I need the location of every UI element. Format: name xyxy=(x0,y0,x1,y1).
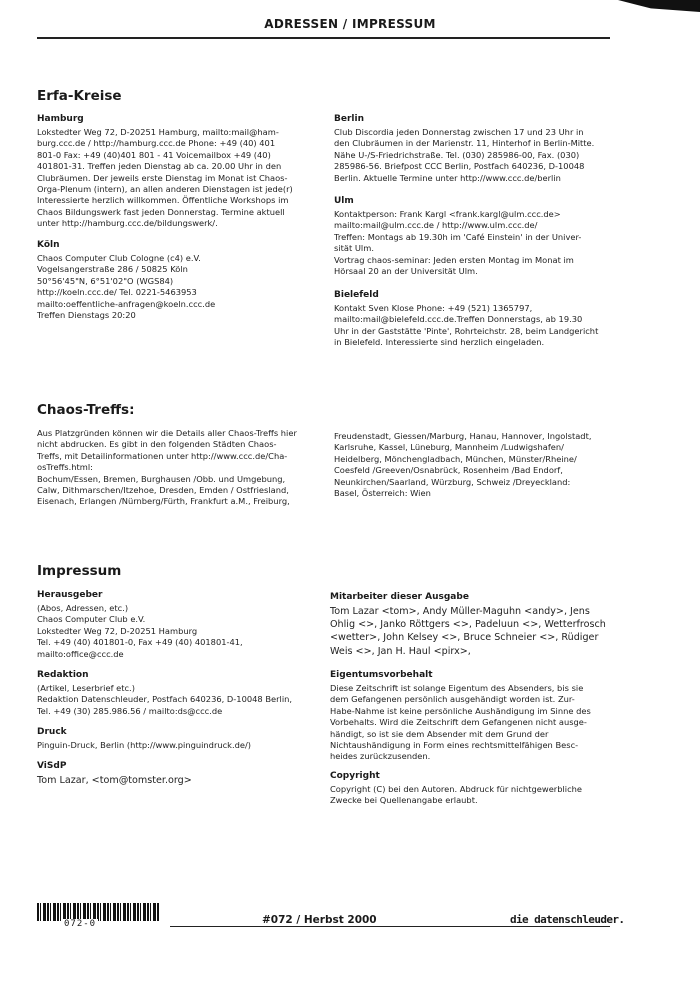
koeln-heading: Köln xyxy=(37,240,60,250)
ulm-text xyxy=(334,209,614,277)
koeln-line: Vogelsangerstraße 286 / 50825 Köln xyxy=(37,264,188,275)
redaktion-text xyxy=(37,683,322,717)
hamburg-text xyxy=(37,127,317,230)
redaktion-line: (Artikel, Leserbrief etc.) xyxy=(37,683,135,693)
eigentum-heading: Eigentumsvorbehalt xyxy=(330,670,433,680)
ulm-heading: Ulm xyxy=(334,196,354,206)
treffs-line: nicht abdrucken. Es gibt in den folgenden Städten Chaos- xyxy=(37,439,277,450)
treffs-line: Karlsruhe, Kassel, Lüneburg, Mannheim /Ludwigshafen/ xyxy=(334,442,564,453)
treffs-line: Neunkirchen/Saarland, Würzburg, Schweiz /Dreyeckland: xyxy=(334,476,571,487)
treffs-line: Bochum/Essen, Bremen, Burghausen /Obb. und Umgebung, xyxy=(37,473,286,484)
header-rule xyxy=(37,37,610,39)
treffs-left-text xyxy=(37,428,322,508)
treffs-line: osTreffs.html: xyxy=(37,462,93,473)
hamburg-line: 401801-31. Treffen jeden Dienstag ab ca. 20.00 Uhr in den xyxy=(37,161,282,172)
hamburg-line: Lokstedter Weg 72, D-20251 Hamburg, mailto:mail@ham- xyxy=(37,127,279,137)
berlin-line: den Clubräumen in der Marienstr. 11, Hinterhof in Berlin-Mitte. xyxy=(334,138,595,149)
herausgeber-line: Chaos Computer Club e.V. xyxy=(37,614,146,625)
bielefeld-heading: Bielefeld xyxy=(334,290,379,300)
treffs-line: Eisenach, Erlangen /Nürnberg/Fürth, Frankfurt a.M., Freiburg, xyxy=(37,496,290,507)
berlin-line: Nähe U-/S-Friedrichstraße. Tel. (030) 285986-00, Fax. (030) xyxy=(334,149,580,160)
druck-heading: Druck xyxy=(37,727,67,737)
erfa-ulm-block xyxy=(334,196,614,277)
hamburg-line: Clubräumen. Der jeweils erste Dienstag im Monat ist Chaos- xyxy=(37,172,288,183)
visdp-heading: ViSdP xyxy=(37,761,67,771)
herausgeber-line: Tel. +49 (40) 401801-0, Fax +49 (40) 401801-41, xyxy=(37,637,243,648)
eigentum-block xyxy=(330,670,620,763)
koeln-line: http://koeln.ccc.de/ Tel. 0221-5463953 xyxy=(37,287,197,298)
koeln-line: mailto:oeffentliche-anfragen@koeln.ccc.de xyxy=(37,298,216,309)
hamburg-heading: Hamburg xyxy=(37,114,84,124)
druck-text xyxy=(37,740,322,751)
copyright-heading: Copyright xyxy=(330,771,380,781)
druck-line: Pinguin-Druck, Berlin (http://www.pinguindruck.de/) xyxy=(37,740,252,750)
erfa-bielefeld-block xyxy=(334,290,614,349)
treffs-right-text xyxy=(334,431,619,499)
koeln-line: Chaos Computer Club Cologne (c4) e.V. xyxy=(37,253,201,263)
mitarbeiter-line: Ohlig <>, Janko Röttgers <>, Padeluun <>, Wetterfrosch xyxy=(330,619,606,631)
ulm-line: mailto:mail@ulm.ccc.de / http://www.ulm.ccc.de/ xyxy=(334,220,538,231)
eigentum-line: Habe-Nahme ist keine persönliche Aushändigung im Sinne des xyxy=(330,705,591,716)
berlin-line: Club Discordia jeden Donnerstag zwischen 17 und 23 Uhr in xyxy=(334,127,584,137)
page-header-title: ADRESSEN / IMPRESSUM xyxy=(264,17,436,31)
berlin-text xyxy=(334,127,614,184)
mitarbeiter-line: <wetter>, John Kelsey <>, Bruce Schneier <>, Rüdiger xyxy=(330,632,599,644)
erfa-berlin-block xyxy=(334,114,614,184)
redaktion-block xyxy=(37,670,322,717)
copyright-line: Zwecke bei Quellenangabe erlaubt. xyxy=(330,795,478,806)
eigentum-line: heides zurückzusenden. xyxy=(330,751,431,762)
bielefeld-text xyxy=(334,303,614,349)
eigentum-line: Vorbehalts. Wird die Zeitschrift dem Gefangenen nicht ausge- xyxy=(330,717,587,728)
corner-decoration xyxy=(618,0,700,12)
visdp-block xyxy=(37,761,322,787)
copyright-line: Copyright (C) bei den Autoren. Abdruck für nichtgewerbliche xyxy=(330,784,583,794)
impressum-title: Impressum xyxy=(37,563,122,579)
eigentum-line: dem Gefangenen persönlich ausgehändigt worden ist. Zur- xyxy=(330,694,575,705)
eigentum-line: Nichtaushändigung in Form eines rechtsmittelfähigen Besc- xyxy=(330,740,579,751)
mitarbeiter-block xyxy=(330,592,620,658)
mitarbeiter-text xyxy=(330,605,620,658)
visdp-line: Tom Lazar, <tom@tomster.org> xyxy=(37,775,192,786)
treffs-title: Chaos-Treffs: xyxy=(37,402,135,418)
koeln-line: 50°56'45"N, 6°51'02"O (WGS84) xyxy=(37,275,174,286)
treffs-line: Aus Platzgründen können wir die Details aller Chaos-Treffs hier xyxy=(37,428,297,438)
barcode xyxy=(37,903,160,921)
eigentum-text xyxy=(330,683,620,763)
berlin-line: 285986-56. Briefpost CCC Berlin, Postfach 640236, D-10048 xyxy=(334,161,585,172)
treffs-line: Treffs, mit Detailinformationen unter http://www.ccc.de/Cha- xyxy=(37,450,288,461)
treffs-line: Basel, Österreich: Wien xyxy=(334,488,431,499)
herausgeber-heading: Herausgeber xyxy=(37,590,103,600)
mitarbeiter-line: Tom Lazar <tom>, Andy Müller-Maguhn <andy>, Jens xyxy=(330,606,590,617)
treffs-line: Freudenstadt, Giessen/Marburg, Hanau, Hannover, Ingolstadt, xyxy=(334,431,592,441)
footer-issue: #072 / Herbst 2000 xyxy=(262,914,377,926)
bielefeld-line: Uhr in der Gaststätte 'Pinte', Rohrteichstr. 28, beim Landgericht xyxy=(334,325,599,336)
druck-block xyxy=(37,727,322,751)
eigentum-line: Diese Zeitschrift ist solange Eigentum des Absenders, bis sie xyxy=(330,683,584,693)
erfa-koeln-block xyxy=(37,240,317,321)
redaktion-line: Redaktion Datenschleuder, Postfach 640236, D-10048 Berlin, xyxy=(37,694,293,705)
visdp-text xyxy=(37,774,322,787)
footer-rule xyxy=(170,926,610,927)
redaktion-line: Tel. +49 (30) 285.986.56 / mailto:ds@ccc.de xyxy=(37,705,223,716)
herausgeber-text xyxy=(37,603,322,660)
herausgeber-line: mailto:office@ccc.de xyxy=(37,648,124,659)
koeln-line: Treffen Dienstags 20:20 xyxy=(37,310,136,321)
bielefeld-line: in Bielefeld. Interessierte sind herzlich eingeladen. xyxy=(334,337,545,348)
eigentum-line: händigt, so ist sie dem Absender mit dem Grund der xyxy=(330,728,549,739)
bielefeld-line: mailto:mail@bielefeld.ccc.de.Treffen Donnerstags, ab 19.30 xyxy=(334,314,583,325)
hamburg-line: Orga-Plenum (intern), an allen anderen Dienstagen ist jede(r) xyxy=(37,184,293,195)
treffs-line: Heidelberg, Mönchengladbach, München, Münster/Rheine/ xyxy=(334,453,577,464)
treffs-line: Calw, Dithmarschen/Itzehoe, Dresden, Emden / Ostfriesland, xyxy=(37,485,289,496)
copyright-text xyxy=(330,784,620,807)
treffs-line: Coesfeld /Greeven/Osnabrück, Rosenheim /Bad Endorf, xyxy=(334,465,563,476)
berlin-heading: Berlin xyxy=(334,114,364,124)
erfa-hamburg-block xyxy=(37,114,317,230)
berlin-line: Berlin. Aktuelle Termine unter http://www.ccc.de/berlin xyxy=(334,172,561,183)
hamburg-line: 801-0 Fax: +49 (40)401 801 - 41 Voicemailbox +49 (40) xyxy=(37,149,271,160)
koeln-text xyxy=(37,253,317,321)
barcode-number: 072-0 xyxy=(64,919,97,929)
ulm-line: Kontaktperson: Frank Kargl <frank.kargl@ulm.ccc.de> xyxy=(334,209,561,219)
erfa-title: Erfa-Kreise xyxy=(37,88,122,104)
mitarbeiter-heading: Mitarbeiter dieser Ausgabe xyxy=(330,592,469,602)
hamburg-line: Interessierte herzlich willkommen. Öffentliche Workshops im xyxy=(37,195,289,206)
footer-brand: die datenschleuder. xyxy=(510,913,625,926)
hamburg-line: burg.ccc.de / http://hamburg.ccc.de Phone: +49 (40) 401 xyxy=(37,138,276,149)
bielefeld-line: Kontakt Sven Klose Phone: +49 (521) 1365797, xyxy=(334,303,533,313)
redaktion-heading: Redaktion xyxy=(37,670,89,680)
hamburg-line: unter http://hamburg.ccc.de/bildungswerk/. xyxy=(37,218,218,229)
hamburg-line: Chaos Bildungswerk fast jeden Donnerstag. Termine aktuell xyxy=(37,206,285,217)
herausgeber-line: (Abos, Adressen, etc.) xyxy=(37,603,129,613)
herausgeber-block xyxy=(37,590,322,660)
ulm-line: Hörsaal 20 an der Universität Ulm. xyxy=(334,266,478,277)
ulm-line: sität Ulm. xyxy=(334,243,374,254)
copyright-block xyxy=(330,771,620,807)
ulm-line: Vortrag chaos-seminar: Jeden ersten Montag im Monat im xyxy=(334,254,574,265)
herausgeber-line: Lokstedter Weg 72, D-20251 Hamburg xyxy=(37,625,198,636)
ulm-line: Treffen: Montags ab 19.30h im 'Café Einstein' in der Univer- xyxy=(334,231,582,242)
mitarbeiter-line: Weis <>, Jan H. Haul <pirx>, xyxy=(330,645,471,657)
